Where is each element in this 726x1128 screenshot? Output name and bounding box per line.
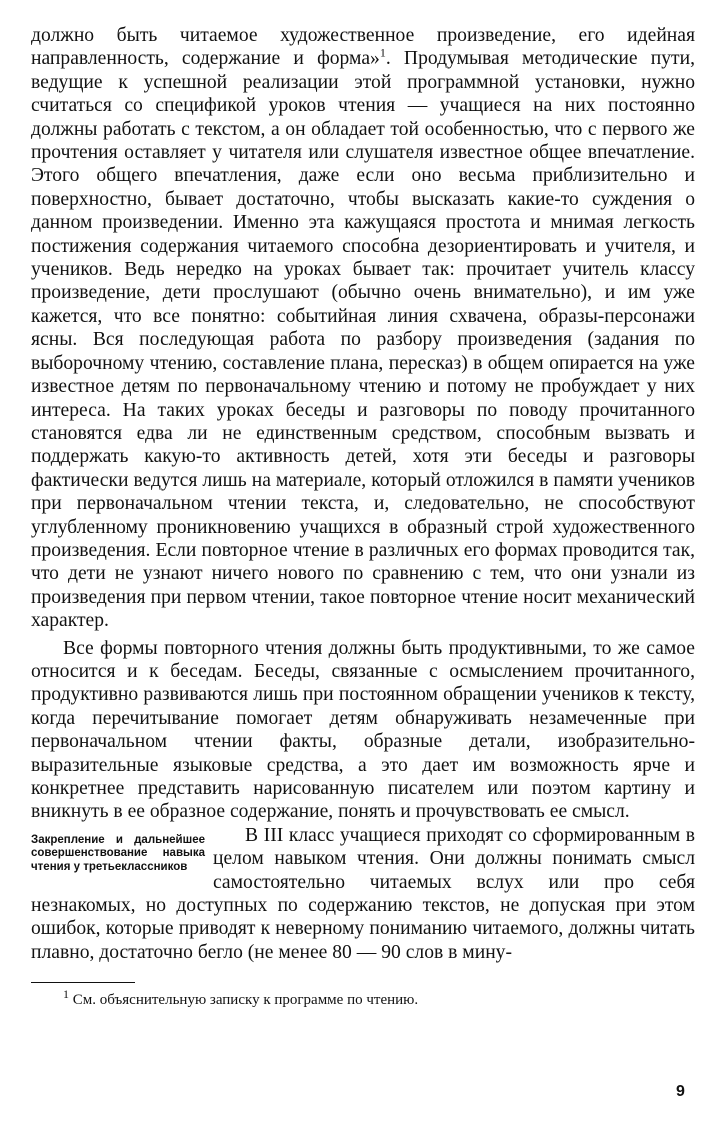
margin-heading: Закрепление и дальнейшее совершенствование навыка чтения у третьеклассников (31, 833, 205, 873)
footnote-reference[interactable]: 1 (379, 45, 386, 60)
page-number: 9 (676, 1083, 685, 1100)
footnote (31, 987, 695, 1009)
footnote-text: См. объяснительную записку к программе по чтению. (72, 992, 419, 1009)
paragraph-2: Все формы повторного чтения должны быть продуктивными, то же самое относится и к беседам. Беседы, связанные с осмыслением прочитанного, продуктивно развиваются лишь при постоянном обращении учеников к тексту, когда перечитывание помогает детям обнаруживать незамеченные при первоначальном чтении факты, образные детали, изобразительно-выразительные языковые средства, а это дает им возможность ярче и конкретнее представить нарисованную писателем или поэтом картину и вникнуть в ее образное содержание, понять и прочувствовать ее смысл. (31, 637, 695, 823)
paragraph-1 (31, 24, 695, 633)
footnote-divider (31, 982, 135, 983)
paragraph-1-text-start: должно быть читаемое художественное произведение, его идейная направленность, содержание и форма» (31, 25, 695, 70)
footnote-marker: 1 (63, 987, 69, 1002)
section-with-side-note (31, 824, 695, 964)
paragraph-3: В III класс учащиеся приходят со сформированным в целом навыком чтения. Они должны понимать смысл самостоятельно читаемых вслух или про себя незнакомых, но доступных по содержанию текстов, не допуская при этом ошибок, которые приводят к неверному пониманию читаемого, должны читать плавно, достаточно бегло (не менее 80 — 90 слов в мину- (31, 824, 695, 963)
paragraph-1-text-end: . Продумывая методические пути, ведущие к успешной реализации этой программной установки, нужно считаться со спецификой уроков чтения — учащиеся на них постоянно должны работать с текстом, а он обладает той особенностью, что с первого же прочтения оставляет у читателя или слушателя известное общее впечатление. Этого общего впечатления, даже если оно весьма приблизительно и поверхностно, бывает достаточно, чтобы высказать какие-то суждения о данном произведении. Именно эта кажущаяся простота и мнимая легкость постижения содержания читаемого способна дезориентировать и учителя, и учеников. Ведь нередко на уроках бывает так: прочитает учитель классу произведение, дети прослушают (обычно очень внимательно), и им уже кажется, что все понятно: событийная линия схвачена, образы-персонажи ясны. Вся последующая работа по разбору произведения (задания по выборочному чтению, составление плана, пересказ) в общем опирается на уже известное детям по первоначальному чтению и потому не пробуждает у них интереса. На таких уроках беседы и разговоры по поводу прочитанного становятся едва ли не единственным средством, способным вызвать и поддержать какую-то активность детей, хотя эти беседы и разговоры фактически ведутся лишь на материале, который отложился в памяти учеников при первоначальном чтении текста, и, следовательно, не способствуют углубленному проникновению учащихся в образный строй художественного произведения. Если повторное чтение в различных его формах проводится так, что дети не узнают ничего нового по сравнению с тем, что они узнали из произведения при первом чтении, такое повторное чтение носит механический характер. (31, 48, 695, 632)
document-page (31, 24, 695, 1009)
